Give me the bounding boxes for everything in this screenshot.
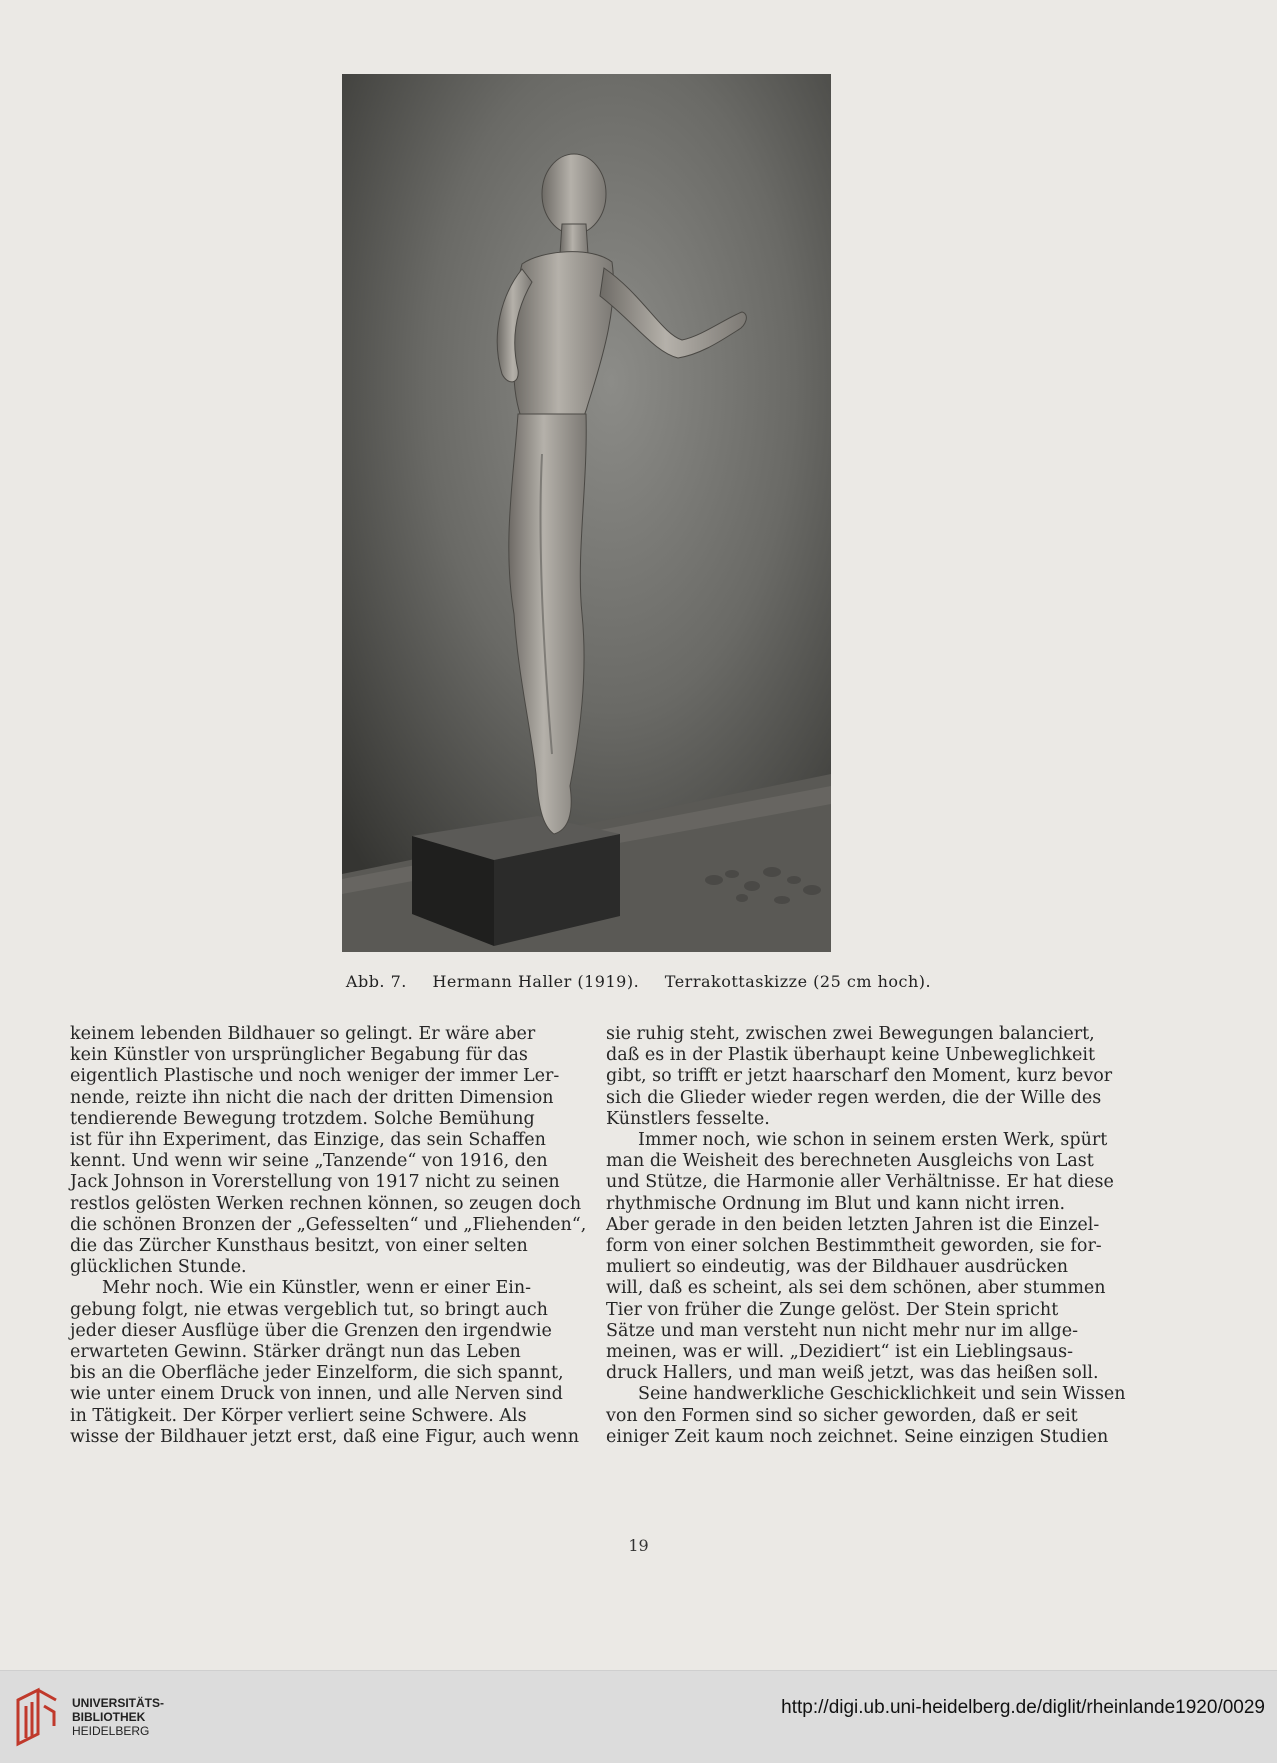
text-line: meinen, was er will. „Dezidiert“ ist ein Lieblingsaus- [606,1342,1074,1363]
text-line: muliert so eindeutig, was der Bildhauer ausdrücken [606,1257,1068,1278]
library-name-line1: UNIVERSITÄTS- [72,1696,165,1710]
text-line: tendierende Bewegung trotzdem. Solche Bemühung [70,1108,535,1129]
text-line: sie ruhig steht, zwischen zwei Bewegungen balanciert, [606,1024,1095,1044]
text-line: gibt, so trifft er jetzt haarscharf den Moment, kurz bevor [606,1066,1113,1087]
text-line: und Stütze, die Harmonie aller Verhältnisse. Er hat diese [606,1172,1114,1193]
text-line: keinem lebenden Bildhauer so gelingt. Er wäre aber [70,1024,536,1044]
library-name-line3: HEIDELBERG [72,1724,150,1738]
text-line: Mehr noch. Wie ein Künstler, wenn er einer Ein- [102,1278,532,1299]
caption-number: Abb. 7. [345,972,407,991]
viewer-footer [0,1670,1277,1763]
text-line: Aber gerade in den beiden letzten Jahren ist die Einzel- [606,1214,1100,1235]
text-line: Seine handwerkliche Geschicklichkeit und sein Wissen [638,1384,1126,1405]
library-name[interactable] [72,1696,164,1738]
left-text-column [70,1024,587,1448]
text-line: die das Zürcher Kunsthaus besitzt, von einer selten [70,1236,528,1257]
text-line: Tier von früher die Zunge gelöst. Der Stein spricht [606,1299,1059,1320]
library-name-line2: BIBLIOTHEK [72,1710,146,1724]
text-line: wie unter einem Druck von innen, und alle Nerven sind [70,1384,563,1405]
text-line: gebung folgt, nie etwas vergeblich tut, so bringt auch [70,1299,548,1320]
caption-artist: Hermann Haller (1919). [432,972,640,991]
text-line: kennt. Und wenn wir seine „Tanzende“ von 1916, den [70,1151,548,1172]
text-line: sich die Glieder wieder regen werden, die der Wille des [606,1087,1102,1108]
sculpture-photograph [342,74,831,952]
text-line: bis an die Oberfläche jeder Einzelform, die sich spannt, [70,1363,564,1384]
text-line: form von einer solchen Bestimmtheit geworden, sie for- [606,1236,1102,1257]
page-number: 19 [628,1536,649,1555]
caption-title: Terrakottaskizze (25 cm hoch). [664,972,932,991]
text-line: eigentlich Plastische und noch weniger der immer Ler- [70,1066,560,1087]
text-line: ist für ihn Experiment, das Einzige, das sein Schaffen [70,1130,546,1151]
right-text-column [606,1024,1126,1448]
figure-caption [0,972,1277,991]
text-line: restlos gelösten Werken rechnen können, so zeugen doch [70,1193,582,1214]
text-line: nende, reizte ihn nicht die nach der dritten Dimension [70,1087,554,1108]
text-line: wisse der Bildhauer jetzt erst, daß eine Figur, auch wenn [70,1426,579,1447]
text-line: man die Weisheit des berechneten Ausgleichs von Last [606,1151,1094,1172]
text-line: Immer noch, wie schon in seinem ersten Werk, spürt [638,1130,1108,1151]
text-line: erwarteten Gewinn. Stärker drängt nun das Leben [70,1342,521,1363]
text-line: druck Hallers, und man weiß jetzt, was das heißen soll. [606,1363,1099,1384]
text-line: von den Formen sind so sicher geworden, daß er seit [606,1405,1078,1426]
permalink-url[interactable]: http://digi.ub.uni-heidelberg.de/diglit/rheinlande1920/0029 [781,1697,1265,1718]
text-line: Künstlers fesselte. [606,1108,770,1129]
text-line: kein Künstler von ursprünglicher Begabung für das [70,1045,528,1066]
text-line: einiger Zeit kaum noch zeichnet. Seine einzigen Studien [606,1426,1109,1447]
text-line: daß es in der Plastik überhaupt keine Unbeweglichkeit [606,1045,1095,1066]
library-logo-icon[interactable] [14,1686,60,1748]
text-line: will, daß es scheint, als sei dem schönen, aber stummen [606,1278,1106,1299]
text-line: rhythmische Ordnung im Blut und kann nicht irren. [606,1193,1066,1214]
text-line: Jack Johnson in Vorerstellung von 1917 nicht zu seinen [70,1172,560,1193]
text-line: jeder dieser Ausflüge über die Grenzen den irgendwie [70,1320,552,1341]
text-line: in Tätigkeit. Der Körper verliert seine Schwere. Als [70,1405,527,1426]
text-line: die schönen Bronzen der „Gefesselten“ und „Fliehenden“, [70,1214,587,1235]
text-line: Sätze und man versteht nun nicht mehr nur im allge- [606,1320,1078,1341]
text-line: glücklichen Stunde. [70,1257,247,1278]
